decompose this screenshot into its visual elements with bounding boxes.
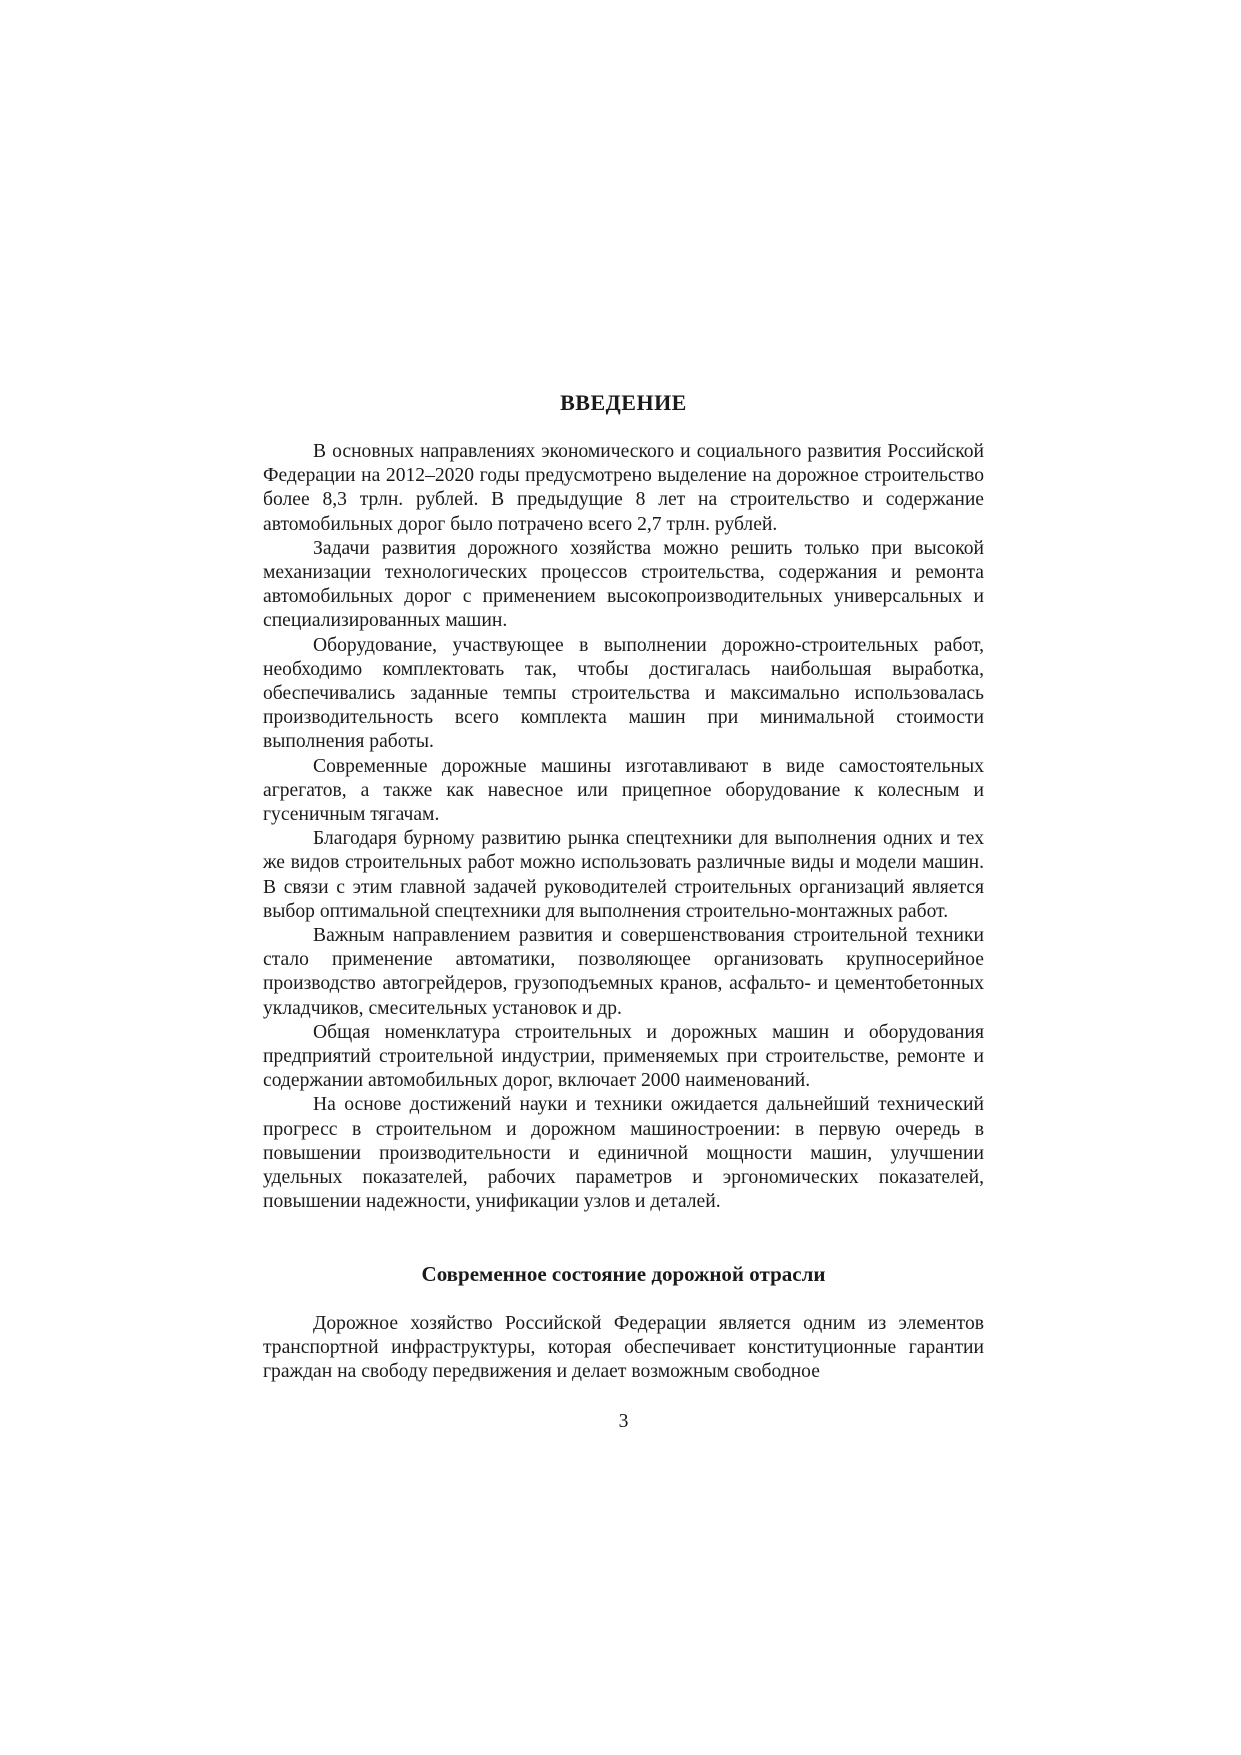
paragraph: Оборудование, участвующее в выполнении дорожно-строительных работ, необходимо комплектовать так, чтобы достигалась наибольшая выработка, обеспечивались заданные темпы строительства и максимально использовалась производительность всего комплекта машин при минимальной стоимости выполнения работы.: [263, 634, 984, 753]
page-number: 3: [618, 1411, 629, 1432]
paragraph: Общая номенклатура строительных и дорожных машин и оборудования предприятий строительной индустрии, применяемых при строительстве, ремонте и содержании автомобильных дорог, включает 2000 наименований.: [263, 1021, 984, 1092]
paragraph: На основе достижений науки и техники ожидается дальнейший технический прогресс в строительном и дорожном машиностроении: в первую очередь в повышении производительности и единичной мощности машин, улучшении удельных показателей, рабочих параметров и эргономических показателей, повышении надежности, унификации узлов и деталей.: [263, 1094, 984, 1213]
paragraph: Дорожное хозяйство Российской Федерации является одним из элементов транспортной инфраструктуры, которая обеспечивает конституционные гарантии граждан на свободу передвижения и делает возможным свободное: [263, 1313, 984, 1383]
paragraph: Важным направлением развития и совершенствования строительной техники стало применение автоматики, позволяющее организовать крупносерийное производство автогрейдеров, грузоподъемных кранов, асфальто- и цементобетонных укладчиков, смесительных установок и др.: [263, 925, 984, 1019]
section-title: Современное состояние дорожной отрасли: [421, 1262, 826, 1286]
paragraph: Современные дорожные машины изготавливают в виде самостоятельных агрегатов, а также как навесное или прицепное оборудование к колесным и гусеничным тягачам.: [263, 755, 984, 826]
paragraph: В основных направлениях экономического и социального развития Российской Федерации на 2012–2020 годы предусмотрено выделение на дорожное строительство более 8,3 трлн. рублей. В предыдущие 8 лет на строительство и содержание автомобильных дорог было потрачено всего 2,7 трлн. рублей.: [263, 441, 984, 535]
intro-text: [263, 440, 984, 1215]
chapter-title: ВВЕДЕНИЕ: [560, 390, 687, 415]
paragraph: Благодаря бурному развитию рынка спецтехники для выполнения одних и тех же видов строительных работ можно использовать различные виды и модели машин. В связи с этим главной задачей руководителей строительных организаций является выбор оптимальной спецтехники для выполнения строительно-монтажных работ.: [263, 828, 984, 922]
paragraph: Задачи развития дорожного хозяйства можно решить только при высокой механизации технологических процессов строительства, содержания и ремонта автомобильных дорог с применением высокопроизводительных универсальных и специализированных машин.: [263, 537, 984, 632]
section-text: [263, 1312, 984, 1385]
